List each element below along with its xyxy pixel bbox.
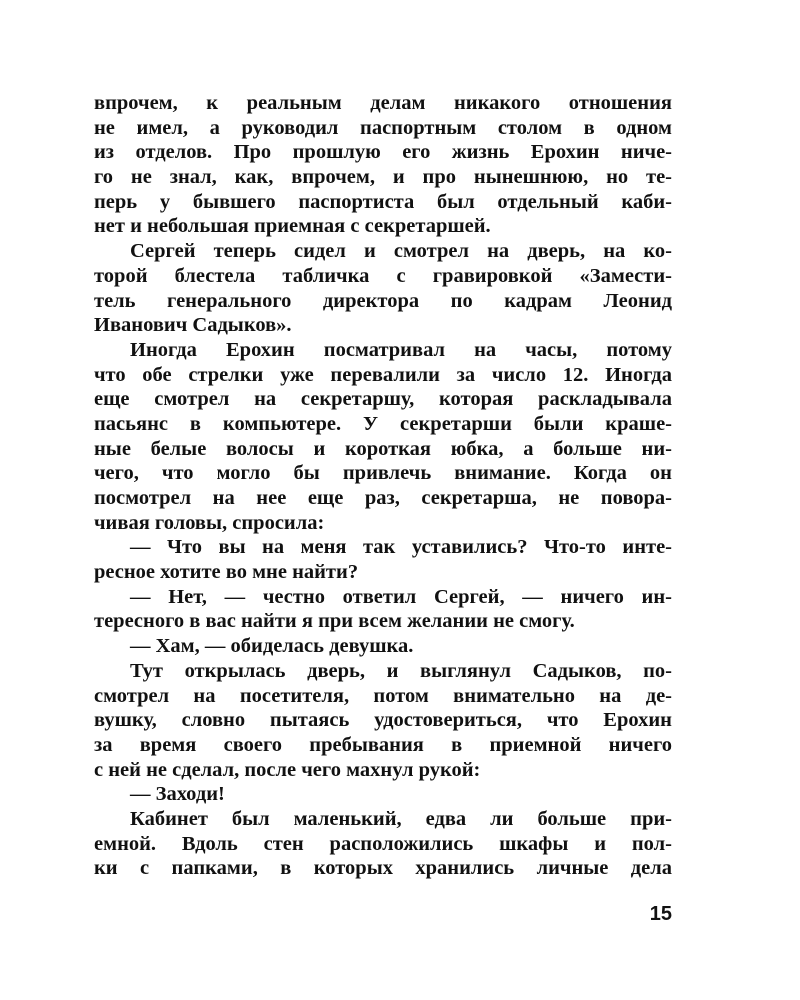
text-line: смотрел на посетителя, потом внимательно на де- [94,684,672,707]
text-line: — Хам, — обиделась девушка. [130,635,414,658]
text-line: Сергей теперь сидел и смотрел на дверь, на ко- [130,240,672,263]
text-line: что обе стрелки уже перевалили за число 12. Иногда [94,363,672,386]
text-line: нет и небольшая приемная с секретаршей. [94,215,491,238]
text-line: Иногда Ерохин посматривал на часы, потому [130,338,672,361]
text-line: посмотрел на нее еще раз, секретарша, не повора- [94,487,672,509]
text-line: Кабинет был маленький, едва ли больше при- [130,807,672,830]
text-line: емной. Вдоль стен расположились шкафы и пол- [94,832,672,855]
page-number: 15 [649,903,672,925]
text-line: еще смотрел на секретаршу, которая раскладывала [94,388,672,411]
text-line: чивая головы, спросила: [94,511,325,534]
text-line: ресное хотите во мне найти? [94,561,359,584]
text-line: — Нет, — честно ответил Сергей, — ничего ин- [130,585,672,608]
text-line: тель генерального директора по кадрам Леонид [94,289,672,312]
body-text [94,91,672,881]
text-line: за время своего пребывания в приемной ничего [94,733,672,756]
text-line: торой блестела табличка с гравировкой «Замести- [94,264,672,287]
text-line: из отделов. Про прошлую его жизнь Ерохин ниче- [94,141,672,164]
text-line: не имел, а руководил паспортным столом в одном [94,116,672,139]
text-line: го не знал, как, впрочем, и про нынешнюю, но те- [94,166,672,189]
text-line: чего, что могло бы привлечь внимание. Когда он [94,462,672,485]
text-line: тересного в вас найти я при всем желании не смогу. [94,610,575,633]
text-line: — Что вы на меня так уставились? Что-то инте- [130,536,672,559]
text-line: — Заходи! [130,783,225,806]
text-line: Иванович Садыков». [94,314,292,337]
text-line: впрочем, к реальным делам никакого отношения [94,92,672,114]
text-line: перь у бывшего паспортиста был отдельный каби- [94,190,672,213]
text-line: Тут открылась дверь, и выглянул Садыков, по- [130,659,672,682]
text-line: с ней не сделал, после чего махнул рукой: [94,758,481,781]
text-line: ки с папками, в которых хранились личные дела [94,857,672,880]
text-line: пасьянс в компьютере. У секретарши были краше- [94,412,672,435]
text-line: вушку, словно пытаясь удостовериться, что Ерохин [94,709,672,732]
text-line: ные белые волосы и короткая юбка, а больше ни- [94,437,672,460]
